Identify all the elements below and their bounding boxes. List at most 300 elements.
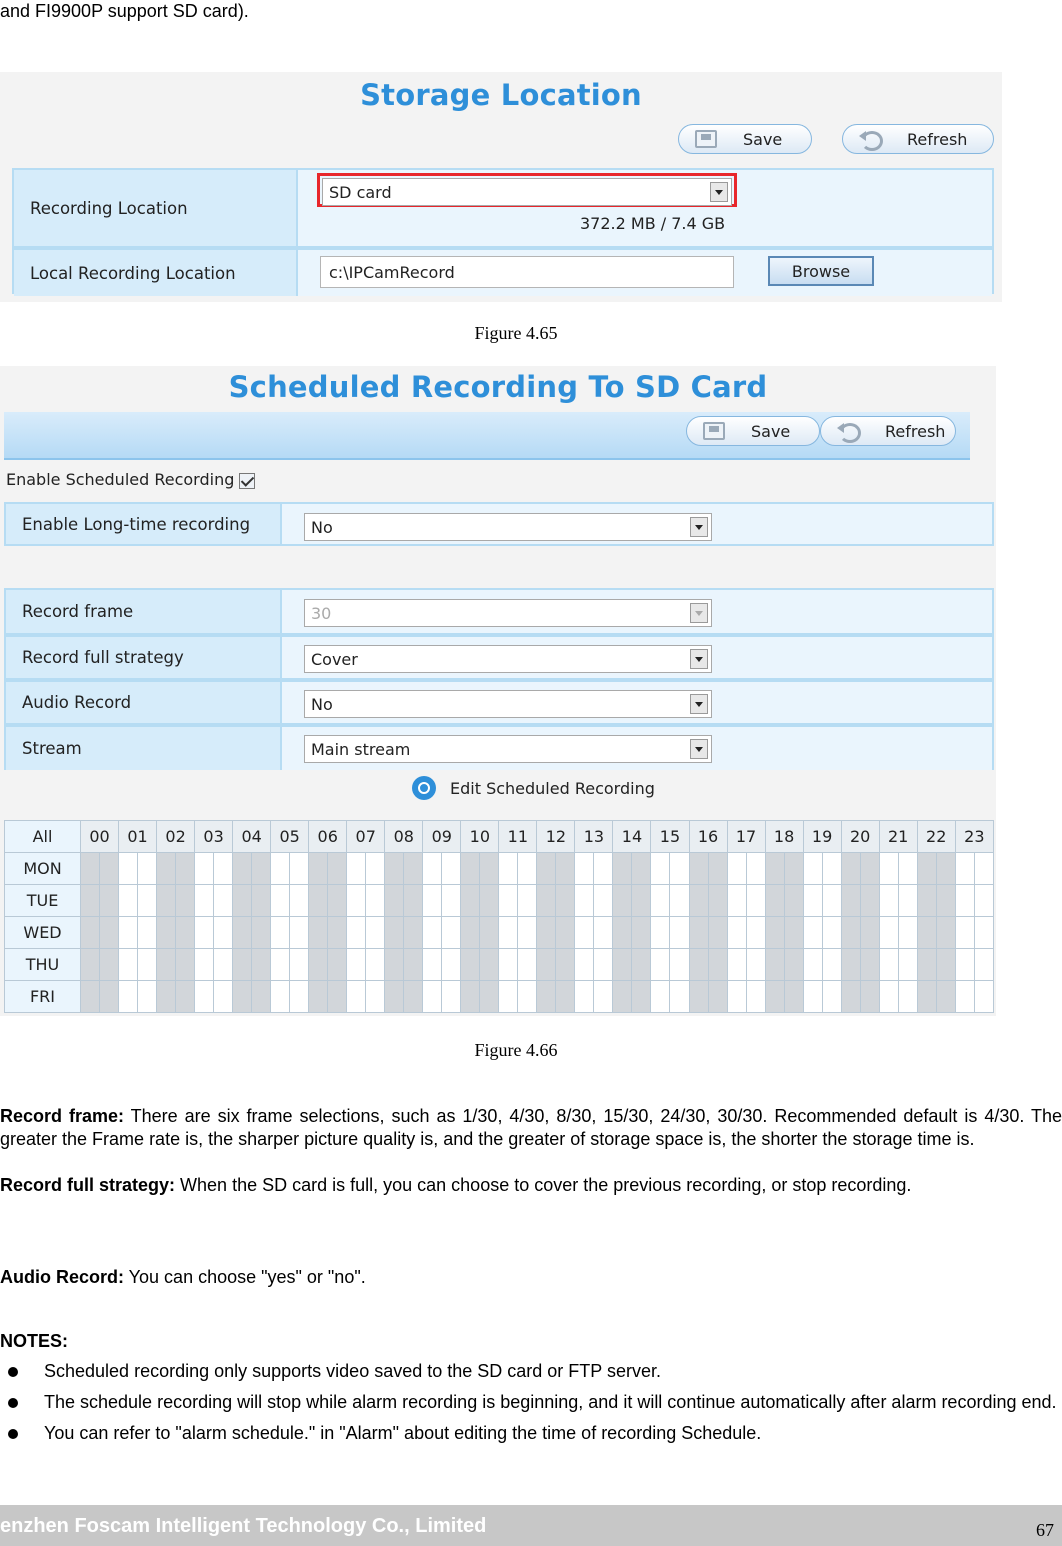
schedule-cell[interactable]	[651, 981, 670, 1013]
schedule-cell[interactable]	[765, 981, 784, 1013]
schedule-cell[interactable]	[556, 885, 575, 917]
hour-header[interactable]: 17	[727, 821, 765, 853]
hour-header[interactable]: 10	[461, 821, 499, 853]
schedule-cell[interactable]	[651, 917, 670, 949]
schedule-cell[interactable]	[727, 981, 746, 1013]
schedule-cell[interactable]	[746, 917, 765, 949]
schedule-cell[interactable]	[898, 917, 917, 949]
schedule-cell[interactable]	[366, 853, 385, 885]
schedule-cell[interactable]	[309, 853, 328, 885]
schedule-cell[interactable]	[176, 981, 195, 1013]
schedule-cell[interactable]	[442, 885, 461, 917]
schedule-cell[interactable]	[708, 981, 727, 1013]
schedule-cell[interactable]	[423, 853, 442, 885]
schedule-cell[interactable]	[518, 917, 537, 949]
schedule-cell[interactable]	[328, 917, 347, 949]
enable-scheduled-checkbox[interactable]	[239, 473, 255, 489]
hour-header[interactable]: 18	[765, 821, 803, 853]
schedule-cell[interactable]	[784, 981, 803, 1013]
day-label[interactable]: MON	[5, 853, 81, 885]
schedule-cell[interactable]	[822, 949, 841, 981]
schedule-cell[interactable]	[81, 853, 100, 885]
schedule-cell[interactable]	[404, 917, 423, 949]
notes-heading: NOTES:	[0, 1331, 69, 1351]
schedule-cell[interactable]	[841, 885, 860, 917]
schedule-cell[interactable]	[157, 949, 176, 981]
schedule-cell[interactable]	[499, 885, 518, 917]
select-all-cell[interactable]: All	[5, 821, 81, 853]
schedule-cell[interactable]	[632, 853, 651, 885]
schedule-cell[interactable]	[556, 917, 575, 949]
schedule-cell[interactable]	[632, 917, 651, 949]
schedule-cell[interactable]	[727, 853, 746, 885]
schedule-cell[interactable]	[81, 981, 100, 1013]
schedule-cell[interactable]	[404, 949, 423, 981]
schedule-cell[interactable]	[594, 981, 613, 1013]
save-button[interactable]	[678, 124, 812, 154]
schedule-cell[interactable]	[157, 917, 176, 949]
schedule-cell[interactable]	[651, 949, 670, 981]
schedule-cell[interactable]	[119, 949, 138, 981]
schedule-cell[interactable]	[822, 917, 841, 949]
schedule-cell[interactable]	[138, 981, 157, 1013]
schedule-cell[interactable]	[613, 981, 632, 1013]
hour-header[interactable]: 00	[81, 821, 119, 853]
schedule-cell[interactable]	[841, 981, 860, 1013]
schedule-cell[interactable]	[841, 853, 860, 885]
schedule-cell[interactable]	[138, 917, 157, 949]
schedule-cell[interactable]	[803, 981, 822, 1013]
schedule-cell[interactable]	[423, 917, 442, 949]
record-frame-term: Record frame:	[0, 1106, 124, 1126]
schedule-cell[interactable]	[195, 917, 214, 949]
hour-header[interactable]: 02	[157, 821, 195, 853]
schedule-cell[interactable]	[689, 853, 708, 885]
schedule-cell[interactable]	[613, 853, 632, 885]
schedule-cell[interactable]	[100, 853, 119, 885]
schedule-cell[interactable]	[727, 885, 746, 917]
schedule-cell[interactable]	[955, 853, 974, 885]
schedule-cell[interactable]	[860, 949, 879, 981]
schedule-cell[interactable]	[955, 885, 974, 917]
schedule-cell[interactable]	[898, 885, 917, 917]
schedule-cell[interactable]	[252, 885, 271, 917]
schedule-cell[interactable]	[252, 853, 271, 885]
schedule-cell[interactable]	[290, 853, 309, 885]
schedule-cell[interactable]	[670, 981, 689, 1013]
schedule-cell[interactable]	[290, 885, 309, 917]
schedule-cell[interactable]	[746, 853, 765, 885]
schedule-cell[interactable]	[936, 853, 955, 885]
note-text: You can refer to "alarm schedule." in "Alarm" about editing the time of recording Schedule.	[44, 1423, 762, 1443]
schedule-cell[interactable]	[879, 853, 898, 885]
audio-record-label: Audio Record	[6, 682, 282, 723]
schedule-cell[interactable]	[100, 981, 119, 1013]
schedule-cell[interactable]	[974, 853, 993, 885]
schedule-cell[interactable]	[385, 981, 404, 1013]
schedule-cell[interactable]	[176, 885, 195, 917]
schedule-cell[interactable]	[765, 949, 784, 981]
hour-header[interactable]: 13	[575, 821, 613, 853]
schedule-cell[interactable]	[860, 981, 879, 1013]
schedule-cell[interactable]	[499, 981, 518, 1013]
schedule-cell[interactable]	[917, 885, 936, 917]
schedule-cell[interactable]	[651, 853, 670, 885]
schedule-cell[interactable]	[632, 949, 651, 981]
schedule-cell[interactable]	[670, 853, 689, 885]
schedule-save-button[interactable]	[686, 416, 820, 446]
schedule-cell[interactable]	[385, 853, 404, 885]
edit-scheduled-recording-link[interactable]	[412, 776, 655, 800]
schedule-cell[interactable]	[157, 981, 176, 1013]
schedule-cell[interactable]	[119, 917, 138, 949]
hour-header[interactable]: 03	[195, 821, 233, 853]
schedule-cell[interactable]	[176, 853, 195, 885]
schedule-cell[interactable]	[81, 885, 100, 917]
long-time-select[interactable]	[304, 513, 712, 541]
schedule-cell[interactable]	[290, 981, 309, 1013]
schedule-cell[interactable]	[917, 853, 936, 885]
schedule-cell[interactable]	[366, 885, 385, 917]
schedule-cell[interactable]	[385, 885, 404, 917]
schedule-cell[interactable]	[518, 981, 537, 1013]
schedule-cell[interactable]	[214, 885, 233, 917]
hour-header[interactable]: 07	[347, 821, 385, 853]
hour-header[interactable]: 09	[423, 821, 461, 853]
schedule-cell[interactable]	[974, 885, 993, 917]
schedule-cell[interactable]	[917, 981, 936, 1013]
schedule-cell[interactable]	[233, 917, 252, 949]
schedule-cell[interactable]	[708, 917, 727, 949]
schedule-cell[interactable]	[214, 917, 233, 949]
schedule-cell[interactable]	[347, 885, 366, 917]
schedule-cell[interactable]	[214, 949, 233, 981]
schedule-cell[interactable]	[442, 949, 461, 981]
schedule-cell[interactable]	[442, 917, 461, 949]
schedule-cell[interactable]	[594, 949, 613, 981]
schedule-cell[interactable]	[252, 917, 271, 949]
schedule-cell[interactable]	[252, 981, 271, 1013]
full-strategy-select[interactable]	[304, 645, 712, 673]
schedule-cell[interactable]	[784, 917, 803, 949]
schedule-cell[interactable]	[936, 949, 955, 981]
schedule-cell[interactable]	[537, 885, 556, 917]
schedule-cell[interactable]	[879, 917, 898, 949]
schedule-cell[interactable]	[727, 917, 746, 949]
schedule-cell[interactable]	[271, 949, 290, 981]
schedule-cell[interactable]	[708, 853, 727, 885]
schedule-cell[interactable]	[556, 853, 575, 885]
schedule-cell[interactable]	[765, 853, 784, 885]
schedule-cell[interactable]	[423, 949, 442, 981]
schedule-cell[interactable]	[195, 885, 214, 917]
schedule-cell[interactable]	[708, 949, 727, 981]
schedule-cell[interactable]	[195, 949, 214, 981]
schedule-cell[interactable]	[461, 981, 480, 1013]
hour-header[interactable]: 12	[537, 821, 575, 853]
schedule-cell[interactable]	[119, 981, 138, 1013]
schedule-cell[interactable]	[575, 885, 594, 917]
note-text: Scheduled recording only supports video saved to the SD card or FTP server.	[44, 1361, 661, 1381]
schedule-cell[interactable]	[100, 885, 119, 917]
schedule-cell[interactable]	[290, 917, 309, 949]
schedule-cell[interactable]	[803, 885, 822, 917]
schedule-cell[interactable]	[176, 949, 195, 981]
schedule-cell[interactable]	[575, 949, 594, 981]
schedule-cell[interactable]	[803, 917, 822, 949]
schedule-cell[interactable]	[328, 981, 347, 1013]
schedule-cell[interactable]	[689, 885, 708, 917]
schedule-cell[interactable]	[632, 981, 651, 1013]
schedule-cell[interactable]	[689, 981, 708, 1013]
schedule-cell[interactable]	[461, 853, 480, 885]
schedule-cell[interactable]	[252, 949, 271, 981]
hour-header[interactable]: 14	[613, 821, 651, 853]
schedule-cell[interactable]	[594, 853, 613, 885]
schedule-cell[interactable]	[594, 885, 613, 917]
hour-header[interactable]: 06	[309, 821, 347, 853]
schedule-cell[interactable]	[271, 981, 290, 1013]
schedule-cell[interactable]	[879, 981, 898, 1013]
schedule-cell[interactable]	[442, 981, 461, 1013]
schedule-cell[interactable]	[613, 917, 632, 949]
schedule-cell[interactable]	[480, 885, 499, 917]
schedule-cell[interactable]	[803, 853, 822, 885]
schedule-cell[interactable]	[100, 949, 119, 981]
schedule-cell[interactable]	[138, 949, 157, 981]
schedule-cell[interactable]	[746, 949, 765, 981]
schedule-cell[interactable]	[746, 981, 765, 1013]
schedule-cell[interactable]	[309, 917, 328, 949]
schedule-cell[interactable]	[727, 949, 746, 981]
schedule-cell[interactable]	[81, 917, 100, 949]
hour-header[interactable]: 04	[233, 821, 271, 853]
schedule-cell[interactable]	[328, 949, 347, 981]
schedule-cell[interactable]	[81, 949, 100, 981]
schedule-cell[interactable]	[195, 853, 214, 885]
schedule-cell[interactable]	[860, 853, 879, 885]
schedule-cell[interactable]	[803, 949, 822, 981]
scheduled-recording-title: Scheduled Recording To SD Card	[228, 370, 768, 404]
schedule-cell[interactable]	[309, 949, 328, 981]
schedule-cell[interactable]	[708, 885, 727, 917]
schedule-cell[interactable]	[651, 885, 670, 917]
schedule-cell[interactable]	[271, 917, 290, 949]
audio-record-select[interactable]	[304, 690, 712, 718]
schedule-cell[interactable]	[879, 949, 898, 981]
schedule-cell[interactable]	[347, 949, 366, 981]
schedule-cell[interactable]	[917, 917, 936, 949]
hour-header[interactable]: 01	[119, 821, 157, 853]
schedule-cell[interactable]	[366, 917, 385, 949]
schedule-cell[interactable]	[233, 949, 252, 981]
schedule-cell[interactable]	[461, 885, 480, 917]
schedule-cell[interactable]	[499, 949, 518, 981]
schedule-cell[interactable]	[157, 853, 176, 885]
schedule-cell[interactable]	[347, 981, 366, 1013]
schedule-cell[interactable]	[936, 917, 955, 949]
schedule-cell[interactable]	[879, 885, 898, 917]
schedule-cell[interactable]	[822, 885, 841, 917]
record-frame-select[interactable]	[304, 599, 712, 627]
schedule-cell[interactable]	[784, 853, 803, 885]
schedule-cell[interactable]	[499, 853, 518, 885]
schedule-cell[interactable]	[898, 949, 917, 981]
day-label[interactable]: TUE	[5, 885, 81, 917]
schedule-cell[interactable]	[841, 949, 860, 981]
schedule-cell[interactable]	[784, 885, 803, 917]
long-time-row	[6, 504, 992, 544]
schedule-cell[interactable]	[366, 981, 385, 1013]
schedule-cell[interactable]	[613, 949, 632, 981]
hour-header[interactable]: 05	[271, 821, 309, 853]
schedule-cell[interactable]	[575, 981, 594, 1013]
hour-header[interactable]: 11	[499, 821, 537, 853]
refresh-button[interactable]	[842, 124, 994, 154]
day-label[interactable]: WED	[5, 917, 81, 949]
schedule-cell[interactable]	[765, 917, 784, 949]
schedule-cell[interactable]	[518, 853, 537, 885]
hour-header[interactable]: 15	[651, 821, 689, 853]
schedule-cell[interactable]	[670, 917, 689, 949]
day-label[interactable]: FRI	[5, 981, 81, 1013]
schedule-cell[interactable]	[537, 949, 556, 981]
schedule-cell[interactable]	[309, 885, 328, 917]
local-recording-path-input[interactable]: c:\IPCamRecord	[320, 256, 734, 288]
schedule-cell[interactable]	[423, 981, 442, 1013]
schedule-cell[interactable]	[309, 981, 328, 1013]
schedule-cell[interactable]	[347, 917, 366, 949]
dropdown-arrow-icon	[690, 517, 708, 537]
schedule-cell[interactable]	[328, 853, 347, 885]
browse-button[interactable]: Browse	[768, 256, 874, 286]
schedule-cell[interactable]	[518, 885, 537, 917]
schedule-cell[interactable]	[233, 885, 252, 917]
schedule-cell[interactable]	[328, 885, 347, 917]
clock-icon	[412, 776, 436, 800]
schedule-cell[interactable]	[119, 885, 138, 917]
schedule-cell[interactable]	[214, 981, 233, 1013]
schedule-cell[interactable]	[404, 885, 423, 917]
hour-header[interactable]: 08	[385, 821, 423, 853]
schedule-cell[interactable]	[518, 949, 537, 981]
schedule-cell[interactable]	[974, 917, 993, 949]
schedule-cell[interactable]	[841, 917, 860, 949]
schedule-cell[interactable]	[176, 917, 195, 949]
schedule-cell[interactable]	[480, 949, 499, 981]
schedule-cell[interactable]	[100, 917, 119, 949]
schedule-cell[interactable]	[974, 949, 993, 981]
schedule-cell[interactable]	[461, 917, 480, 949]
schedule-cell[interactable]	[499, 917, 518, 949]
schedule-cell[interactable]	[898, 853, 917, 885]
schedule-refresh-button[interactable]	[820, 416, 956, 446]
schedule-cell[interactable]	[385, 917, 404, 949]
schedule-cell[interactable]	[670, 949, 689, 981]
schedule-cell[interactable]	[537, 853, 556, 885]
dropdown-arrow-icon	[690, 603, 708, 623]
schedule-cell[interactable]	[746, 885, 765, 917]
schedule-cell[interactable]	[860, 917, 879, 949]
schedule-cell[interactable]	[936, 981, 955, 1013]
hour-header[interactable]: 16	[689, 821, 727, 853]
schedule-cell[interactable]	[442, 853, 461, 885]
schedule-cell[interactable]	[594, 917, 613, 949]
day-label[interactable]: THU	[5, 949, 81, 981]
schedule-cell[interactable]	[119, 853, 138, 885]
schedule-cell[interactable]	[138, 853, 157, 885]
schedule-cell[interactable]	[765, 885, 784, 917]
schedule-cell[interactable]	[974, 981, 993, 1013]
schedule-cell[interactable]	[613, 885, 632, 917]
schedule-cell[interactable]	[271, 853, 290, 885]
hour-header[interactable]: 19	[803, 821, 841, 853]
page-number: 67	[1036, 1520, 1054, 1540]
storage-form	[12, 168, 994, 294]
schedule-cell[interactable]	[632, 885, 651, 917]
schedule-cell[interactable]	[689, 917, 708, 949]
schedule-cell[interactable]	[955, 949, 974, 981]
schedule-cell[interactable]	[784, 949, 803, 981]
schedule-cell[interactable]	[822, 853, 841, 885]
schedule-cell[interactable]	[233, 853, 252, 885]
schedule-cell[interactable]	[537, 917, 556, 949]
recording-settings-form	[4, 588, 994, 770]
schedule-cell[interactable]	[195, 981, 214, 1013]
schedule-cell[interactable]	[233, 981, 252, 1013]
schedule-cell[interactable]	[138, 885, 157, 917]
schedule-cell[interactable]	[480, 917, 499, 949]
schedule-cell[interactable]	[404, 853, 423, 885]
schedule-cell[interactable]	[537, 981, 556, 1013]
full-strategy-desc: When the SD card is full, you can choose to cover the previous recording, or stop recording.	[175, 1175, 912, 1195]
schedule-cell[interactable]	[955, 981, 974, 1013]
hour-header[interactable]: 22	[917, 821, 955, 853]
schedule-cell[interactable]	[917, 949, 936, 981]
schedule-cell[interactable]	[936, 885, 955, 917]
schedule-cell[interactable]	[480, 981, 499, 1013]
schedule-cell[interactable]	[461, 949, 480, 981]
schedule-cell[interactable]	[480, 853, 499, 885]
schedule-cell[interactable]	[385, 949, 404, 981]
record-frame-label: Record frame	[6, 590, 282, 633]
hour-header[interactable]: 21	[879, 821, 917, 853]
schedule-cell[interactable]	[556, 949, 575, 981]
schedule-cell[interactable]	[556, 981, 575, 1013]
schedule-cell[interactable]	[575, 853, 594, 885]
stream-select[interactable]	[304, 735, 712, 763]
schedule-cell[interactable]	[898, 981, 917, 1013]
schedule-cell[interactable]	[689, 949, 708, 981]
schedule-cell[interactable]	[290, 949, 309, 981]
schedule-cell[interactable]	[423, 885, 442, 917]
schedule-cell[interactable]	[157, 885, 176, 917]
hour-header[interactable]: 20	[841, 821, 879, 853]
hour-header[interactable]: 23	[955, 821, 993, 853]
schedule-cell[interactable]	[347, 853, 366, 885]
schedule-cell[interactable]	[955, 917, 974, 949]
schedule-cell[interactable]	[670, 885, 689, 917]
schedule-cell[interactable]	[860, 885, 879, 917]
schedule-cell[interactable]	[404, 981, 423, 1013]
schedule-grid[interactable]	[4, 820, 994, 1013]
schedule-cell[interactable]	[366, 949, 385, 981]
recording-location-select[interactable]	[322, 178, 732, 206]
schedule-cell[interactable]	[214, 853, 233, 885]
schedule-cell[interactable]	[575, 917, 594, 949]
schedule-cell[interactable]	[822, 981, 841, 1013]
schedule-cell[interactable]	[271, 885, 290, 917]
